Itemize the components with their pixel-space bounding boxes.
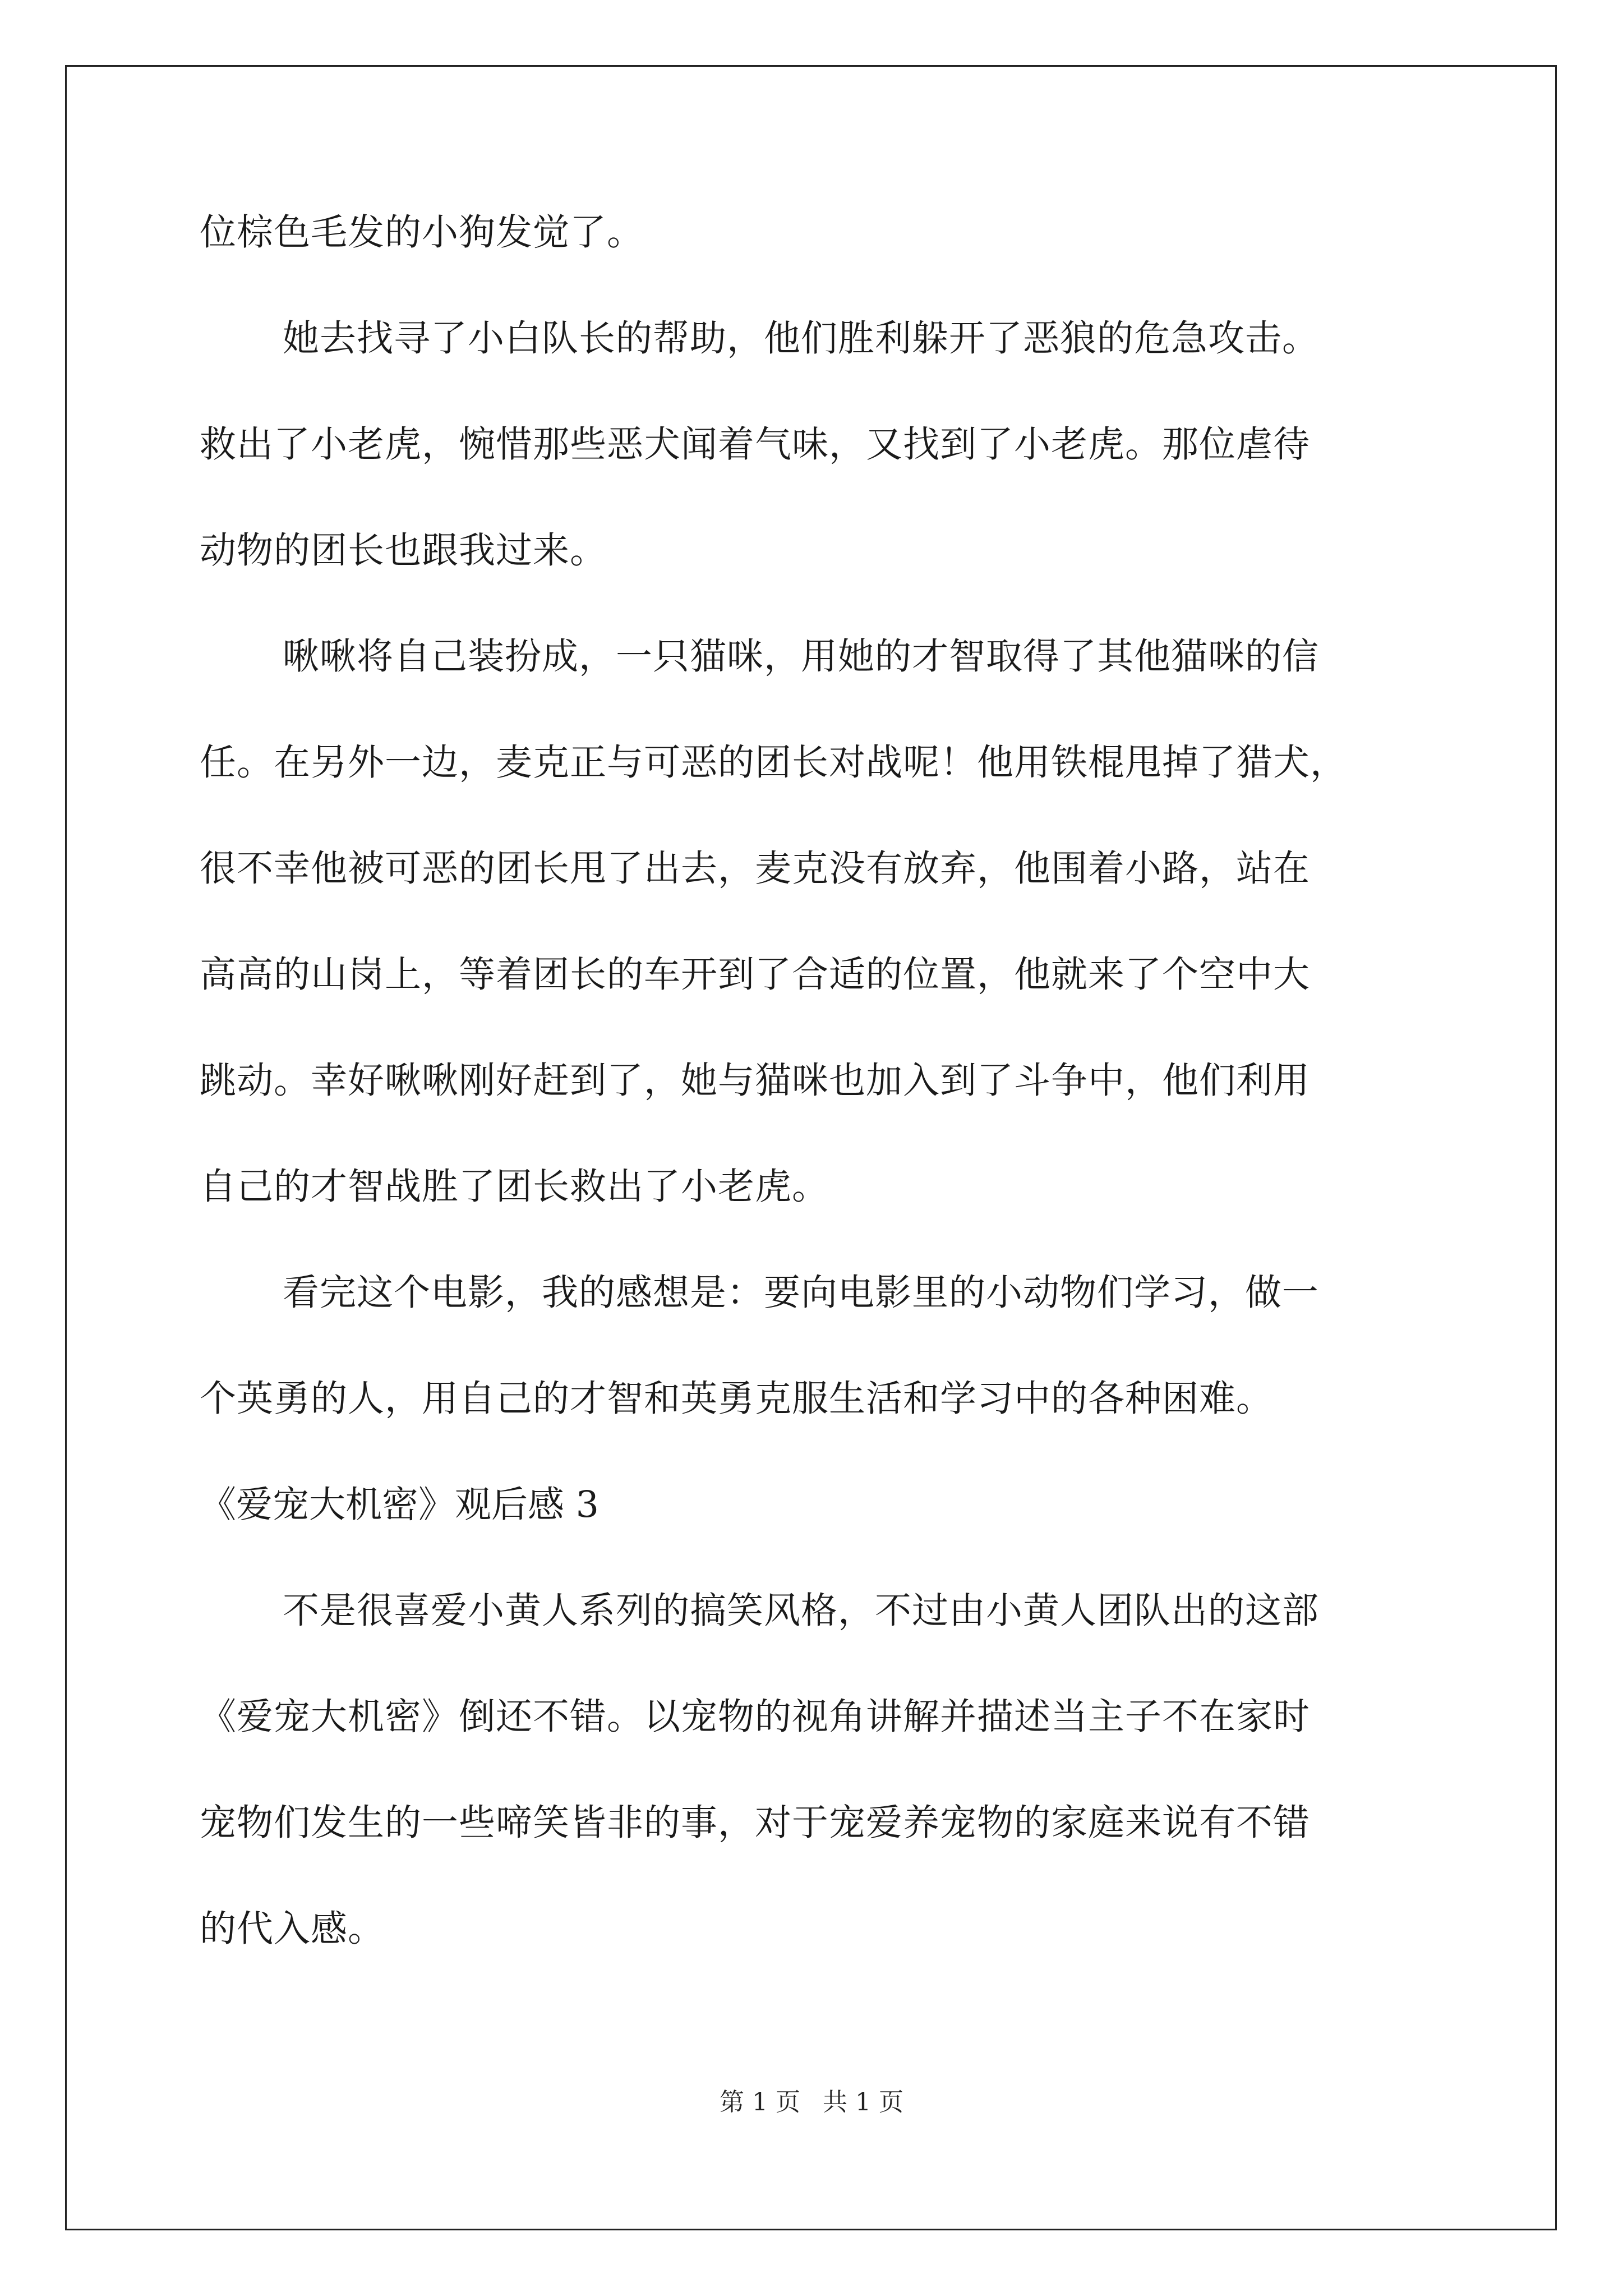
paragraph-start-line: 不是很喜爱小黄人系列的搞笑风格，不过由小黄人团队出的这部 [283,1590,1320,1632]
text-line: 个英勇的人，用自己的才智和英勇克服生活和学习中的各种困难。 [200,1378,1274,1420]
document-body [200,199,1433,2001]
text-line: 宠物们发生的一些啼笑皆非的事，对于宠爱养宠物的家庭来说有不错 [200,1802,1311,1844]
section-heading: 《爱宠大机密》观后感 3 [200,1484,600,1526]
paragraph-start-line: 啾啾将自己装扮成，一只猫咪，用她的才智取得了其他猫咪的信 [283,636,1320,678]
paragraph-start-line: 她去找寻了小白队长的帮助，他们胜利躲开了恶狼的危急攻击。 [283,318,1320,360]
text-line: 救出了小老虎，惋惜那些恶犬闻着气味，又找到了小老虎。那位虐待 [200,424,1311,466]
text-line: 自己的才智战胜了团长救出了小老虎。 [200,1166,829,1208]
text-line: 《爱宠大机密》倒还不错。以宠物的视角讲解并描述当主子不在家时 [200,1696,1311,1738]
text-line: 任。在另外一边，麦克正与可恶的团长对战呢！他用铁棍甩掉了猎犬， [200,742,1348,784]
page-footer [0,2086,1623,2119]
text-line: 动物的团长也跟我过来。 [200,530,607,572]
text-line: 跳动。幸好啾啾刚好赶到了，她与猫咪也加入到了斗争中，他们利用 [200,1060,1311,1102]
text-line: 位棕色毛发的小狗发觉了。 [200,211,644,254]
paragraph-start-line: 看完这个电影，我的感想是：要向电影里的小动物们学习，做一 [283,1272,1320,1314]
text-line: 高高的山岗上，等着团长的车开到了合适的位置，他就来了个空中大 [200,954,1311,996]
page-number: 第 1 页 [720,2088,800,2116]
page-total: 共 1 页 [823,2088,903,2116]
text-line: 的代入感。 [200,1908,385,1950]
text-line: 很不幸他被可恶的团长甩了出去，麦克没有放弃，他围着小路，站在 [200,848,1311,890]
